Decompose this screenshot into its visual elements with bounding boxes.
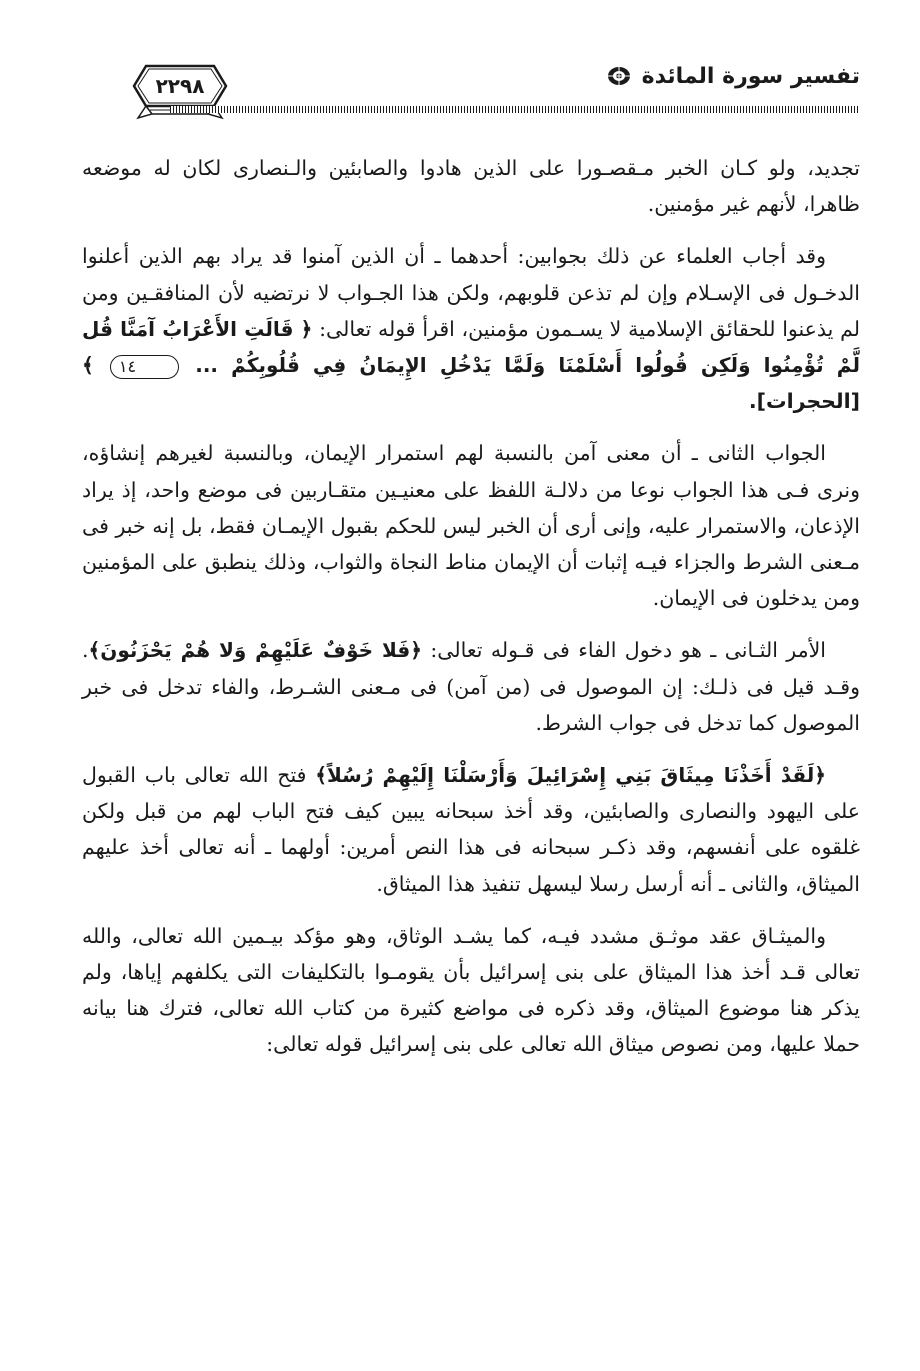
paragraph-text: . وقـد قيل فى ذلـك: إن الموصول فى (من آمن) فى مـعنى الشـرط، والفاء تدخل فى خبر الموصول كما تدخل فى جواب الشرط.: [82, 638, 860, 735]
running-title: تفسير سورة المائدة: [641, 63, 860, 89]
surah-reference: [الحجرات].: [748, 389, 860, 414]
paragraph-4: [82, 632, 860, 741]
page-header: [70, 52, 860, 142]
flower-ornament-icon: [606, 65, 632, 87]
body-text: [82, 150, 860, 1079]
paragraph-3: [82, 435, 860, 616]
page-number: ٢٢٩٨: [155, 74, 205, 98]
paragraph-text: تجديد، ولو كـان الخبر مـقصـورا على الذين هادوا والصابئين والـنصارى لكان له موضعه ظاهرا، لأنهم غير مؤمنين.: [82, 156, 860, 217]
paragraph-text: الجواب الثانى ـ أن معنى آمن بالنسبة لهم استمرار الإيمان، وبالنسبة لغيرهم إنشاؤه، ونرى فـى هذا الجواب نوعا من دلالـة اللفظ على معنيـين متقـاربين فى موضع واحد، إذ يراد الإذعان، والاستمرار عليه، وإنى أرى أن الخبر ليس للحكم بقبول الإيمـان فقط، بل إنه خبر فى مـعنى الشرط والجزاء فيـه إثبات أن الإيمان مناط النجاة والثواب، وذلك ينطبق على المؤمنين ومن يدخلون فى الإيمان.: [82, 441, 860, 611]
header-rule: [170, 106, 860, 113]
verse-number-marker: ١٤: [110, 355, 179, 379]
paragraph-text: والميثـاق عقد موثـق مشدد فيـه، كما يشـد الوثاق، وهو مؤكد بيـمين الله تعالى، والله تعالى قـد أخذ هذا الميثاق على بنى إسرائيل بأن يقومـوا بالتكليفات التى يكلفهم إياها، ولم يذكر هنا موضوع الميثاق، وقد ذكره فى مواضع كثيرة من كتاب الله تعالى، فترك هنا بيانه حملا عليها، ومن نصوص ميثاق الله تعالى على بنى إسرائيل قوله تعالى:: [82, 923, 860, 1057]
paragraph-5: [82, 757, 860, 902]
paragraph-2: [82, 238, 860, 419]
paragraph-text: الأمر الثـانى ـ هو دخول الفاء فى قـوله تعالى:: [421, 638, 826, 663]
paragraph-6: [82, 918, 860, 1063]
page-number-badge: [120, 60, 240, 124]
quran-verse: ﴿ قَالَتِ الأَعْرَابُ آمَنَّا قُل لَّمْ تُؤْمِنُوا وَلَكِن قُولُوا أَسْلَمْنَا وَلَمَّا يَدْخُلِ الإِيمَانُ فِي قُلُوبِكُمْ ...: [82, 316, 860, 378]
paragraph-text: فتح الله تعالى باب القبول على اليهود والنصارى والصابئين، وقد أخذ سبحانه يبين كيف فتح الباب لهم من قبل ولكن غلقوه على أنفسهم، وقد ذكـر سبحانه فى هذا النص أمرين: أولهما ـ أنه تعالى أخذ عليهم الميثاق، والثانى ـ أنه أرسل رسلا ليسهل تنفيذ هذا الميثاق.: [82, 763, 860, 896]
paragraph-text: وقد أجاب العلماء عن ذلك بجوابين: أحدهما ـ أن الذين آمنوا قد يراد بهم الذين أعلنوا الدخـول فى الإسـلام وإن لم تذعن قلوبهم، ولكن هذا الجـواب لا نرتضيه لأن المنافقـين ومن لم يذعنوا للحقائق الإسلامية لا يسـمون مؤمنين، اقرأ قوله تعالى:: [82, 244, 860, 341]
paragraph-1: [82, 150, 860, 222]
quran-verse: ﴿فَلا خَوْفٌ عَلَيْهِمْ وَلا هُمْ يَحْزَنُونَ﴾: [88, 638, 422, 663]
quran-close-bracket: ﴾: [82, 353, 107, 378]
quran-verse: ﴿لَقَدْ أَخَذْنَا مِيثَاقَ بَنِي إِسْرَائِيلَ وَأَرْسَلْنَا إِلَيْهِمْ رُسُلاً﴾: [315, 763, 827, 788]
running-title-group: [606, 58, 860, 94]
